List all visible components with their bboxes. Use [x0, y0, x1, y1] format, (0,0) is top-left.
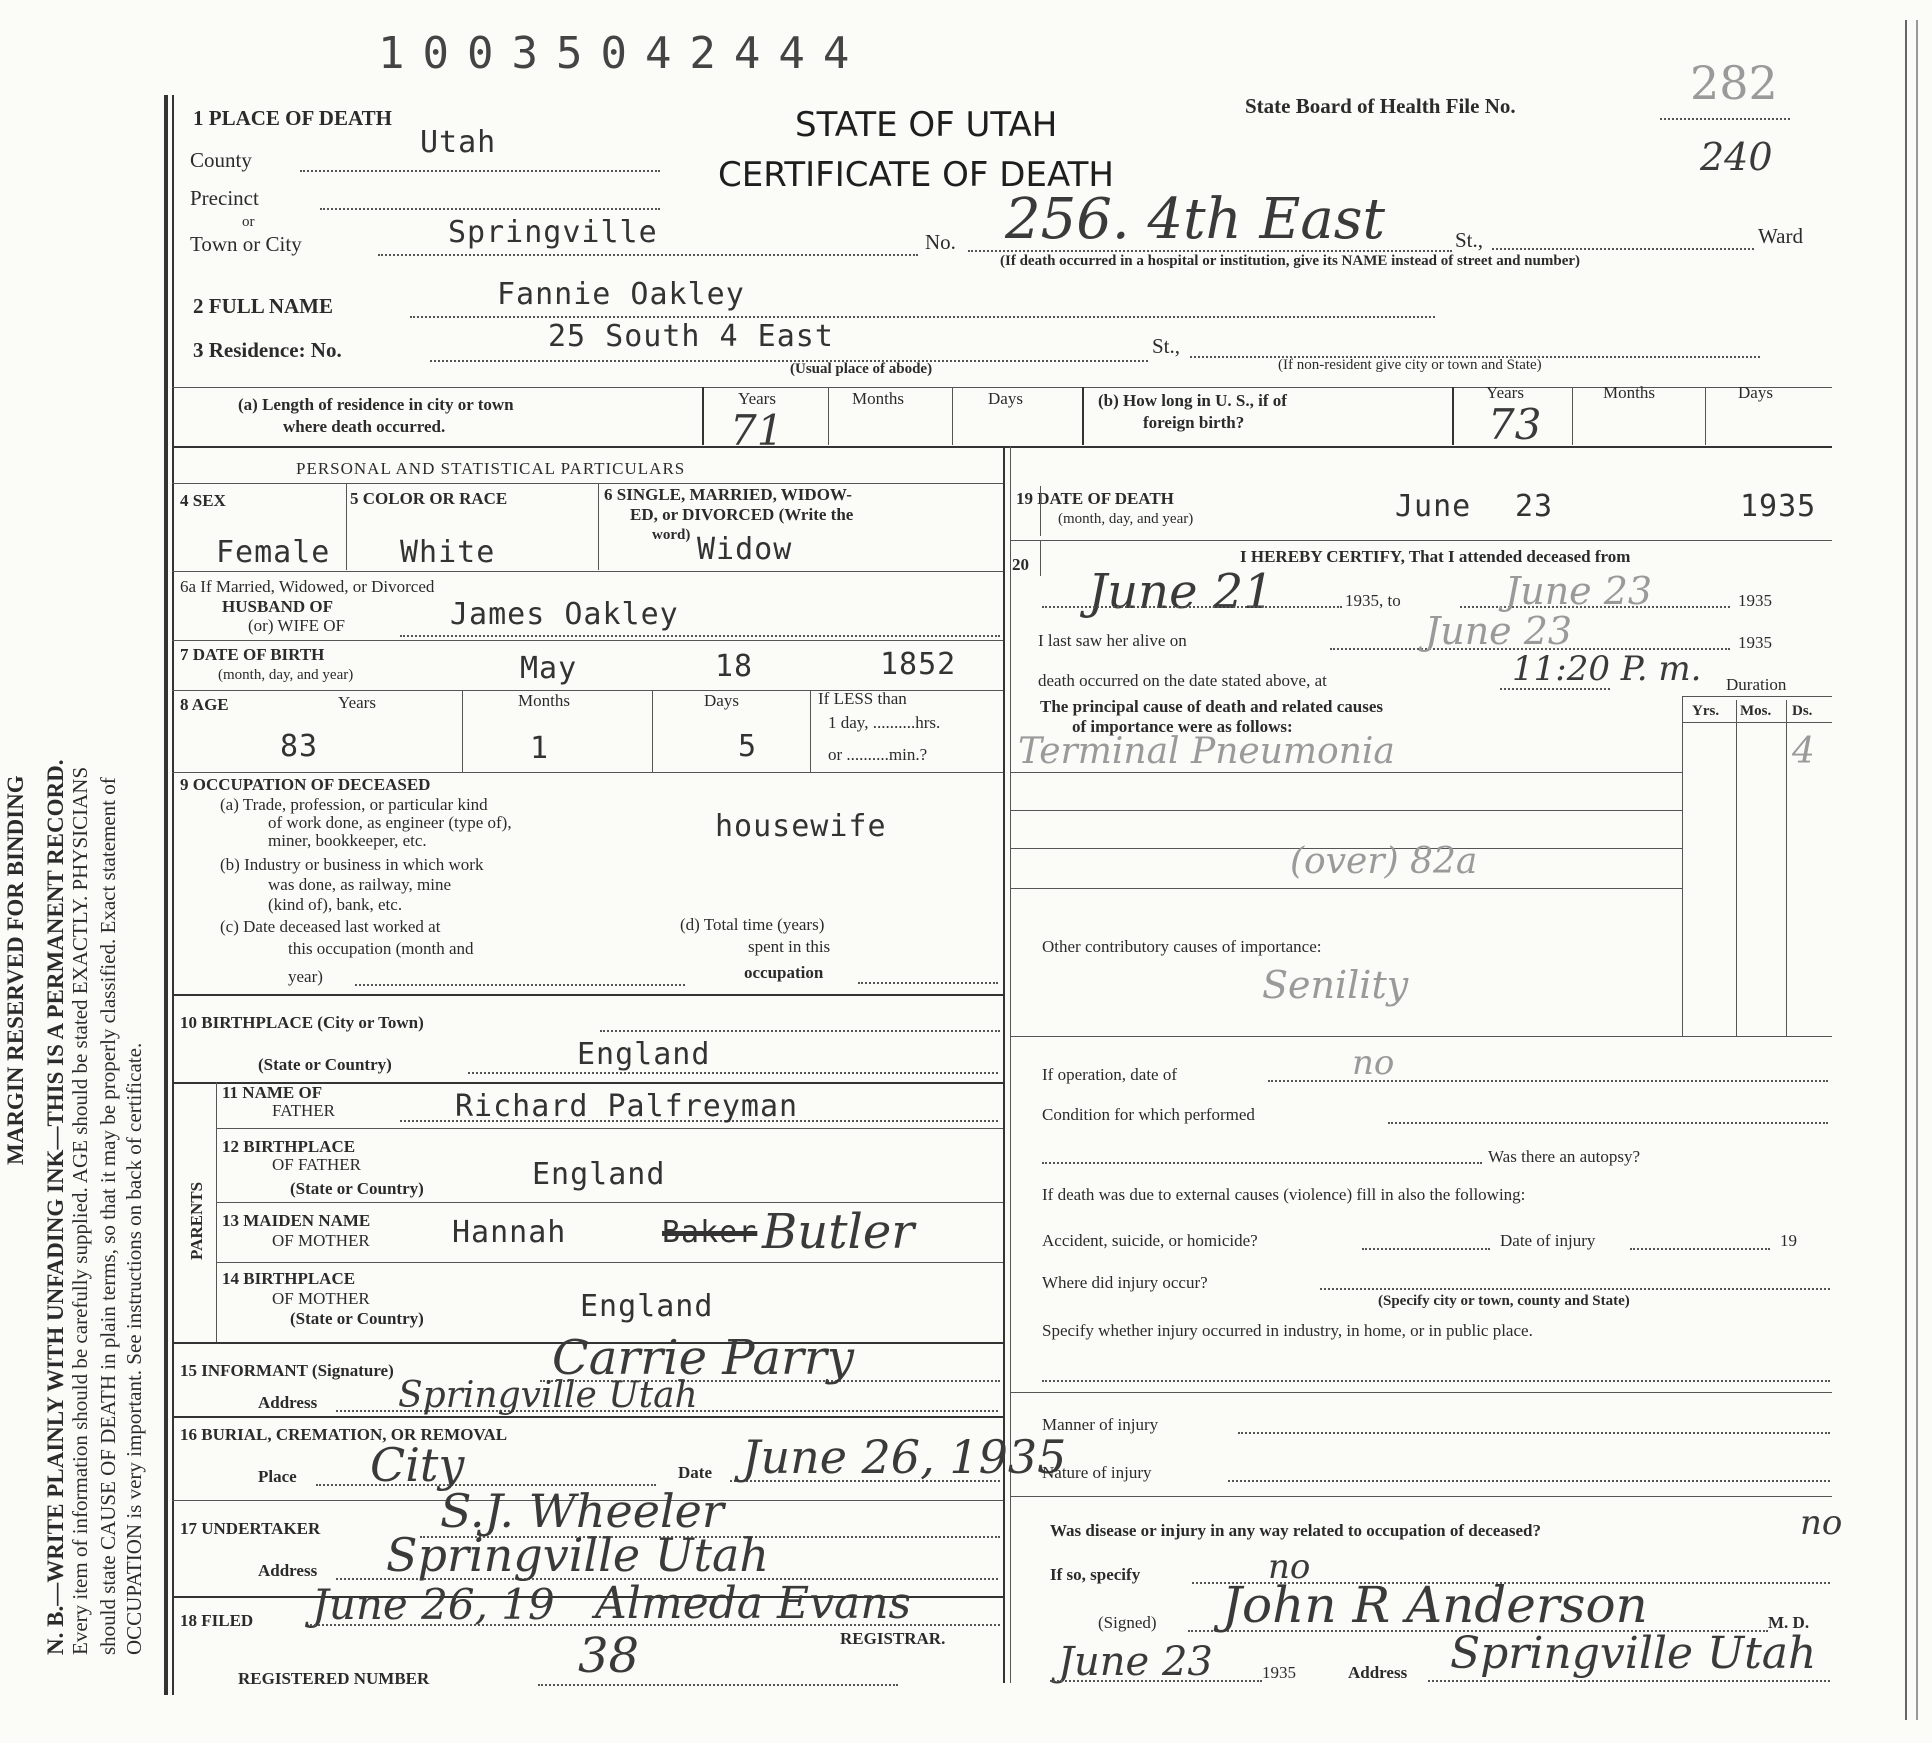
certify-number: 20: [1012, 555, 1029, 574]
color-value: White: [400, 535, 496, 570]
other-causes-label: Other contributory causes of importance:: [1042, 937, 1322, 956]
certificate-title: CERTIFICATE OF DEATH: [718, 155, 1114, 195]
us-years-header: Years: [1486, 383, 1524, 402]
specify-industry-label: Specify whether injury occurred in industry, in home, or in public place.: [1042, 1321, 1533, 1340]
stamp-number: 10035042444: [378, 28, 868, 79]
operation-label: If operation, date of: [1042, 1065, 1177, 1084]
occupation-b-3: (kind of), bank, etc.: [268, 895, 403, 914]
dob-year: 1852: [880, 647, 957, 682]
mother-birthplace-value: England: [580, 1289, 714, 1324]
occupation-related-label: Was disease or injury in any way related to occupation of deceased?: [1050, 1521, 1541, 1540]
sex-value: Female: [216, 535, 331, 570]
occupation-c-3: year): [288, 967, 323, 986]
hospital-note: (If death occurred in a hospital or institution, give its NAME instead of street and number): [1000, 253, 1581, 269]
street-value: 256. 4th East: [1005, 187, 1385, 252]
us-days-header: Days: [1738, 383, 1773, 402]
attended-from: June 21: [1088, 564, 1274, 620]
informant-address-label: Address: [258, 1393, 318, 1412]
occupation-b-2: was done, as railway, mine: [268, 875, 452, 894]
state-title: STATE OF UTAH: [795, 105, 1058, 145]
cause-days: 4: [1792, 731, 1815, 772]
years-header: Years: [738, 389, 776, 408]
attended-year: 1935: [1738, 591, 1772, 610]
residence-length-label-2: where death occurred.: [283, 417, 446, 436]
attended-to-label: 1935, to: [1345, 591, 1401, 610]
residence-label: 3 Residence: No.: [193, 338, 342, 362]
operation-value: no: [1352, 1043, 1395, 1083]
binding-margin-text: MARGIN RESERVED FOR BINDING: [3, 775, 28, 1165]
town-value: Springville: [448, 215, 658, 250]
age-years-value: 83: [280, 729, 319, 764]
husband-value: James Oakley: [450, 597, 679, 632]
physician-signature: John R Anderson: [1222, 1576, 1648, 1634]
margin-note-line-3: should state CAUSE OF DEATH in plain terms, so that it may be properly classified. Exact statement of: [96, 777, 120, 1655]
age-days-value: 5: [738, 729, 758, 764]
mother-name-handwritten: Butler: [762, 1204, 915, 1260]
mos-header: Mos.: [1740, 703, 1772, 719]
occupation-b-1: (b) Industry or business in which work: [220, 855, 484, 874]
other-causes-value: Senility: [1262, 963, 1409, 1007]
full-name-label: 2 FULL NAME: [193, 294, 334, 318]
manner-label: Manner of injury: [1042, 1415, 1159, 1434]
us-residence-label: (b) How long in U. S., if of: [1098, 391, 1287, 410]
us-residence-label-2: foreign birth?: [1143, 413, 1245, 432]
age-months-value: 1: [530, 731, 550, 766]
if-so-value: no: [1268, 1547, 1311, 1587]
dod-label-1: 19 DATE OF DEATH: [1016, 489, 1174, 508]
md-label: M. D.: [1768, 1613, 1810, 1632]
precinct-label: Precinct: [190, 186, 259, 210]
less-than-label-2: 1 day, ..........hrs.: [828, 713, 941, 732]
burial-place: City: [370, 1438, 465, 1492]
us-years-value: 73: [1488, 400, 1542, 449]
physician-address-label: Address: [1348, 1663, 1408, 1682]
husband-label-3: (or) WIFE OF: [248, 616, 345, 635]
mother-name-struck: Baker: [662, 1215, 758, 1250]
father-birthplace-label-1: 12 BIRTHPLACE: [222, 1137, 356, 1156]
father-birthplace-label-3: (State or Country): [290, 1179, 424, 1198]
burial-place-label: Place: [258, 1467, 297, 1486]
county-value: Utah: [420, 125, 497, 160]
birthplace-state-label: (State or Country): [258, 1055, 392, 1074]
less-than-label-1: If LESS than: [818, 689, 907, 708]
burial-label: 16 BURIAL, CREMATION, OR REMOVAL: [180, 1425, 508, 1444]
registered-number: 38: [578, 1628, 640, 1684]
death-time-label: death occurred on the date stated above, at: [1038, 671, 1327, 690]
dod-day: 23: [1515, 489, 1554, 524]
autopsy-label: Was there an autopsy?: [1488, 1147, 1641, 1166]
physician-address: Springville Utah: [1450, 1628, 1817, 1679]
occupation-value: housewife: [715, 809, 887, 844]
cause-label-1: The principal cause of death and related causes: [1040, 697, 1384, 716]
us-months-header: Months: [1603, 383, 1655, 402]
occupation-a-1: (a) Trade, profession, or particular kind: [220, 795, 488, 814]
duration-label: Duration: [1726, 675, 1787, 694]
father-name-label-1: 11 NAME OF: [222, 1083, 323, 1102]
yrs-header: Yrs.: [1692, 703, 1720, 719]
nature-label: Nature of injury: [1042, 1463, 1152, 1482]
color-label: 5 COLOR OR RACE: [350, 489, 508, 508]
ward-label: Ward: [1758, 224, 1803, 248]
dob-month: May: [520, 651, 578, 686]
informant-address: Springville Utah: [398, 1375, 698, 1416]
injury-date-label: Date of injury: [1500, 1231, 1596, 1250]
registrar-signature: Almeda Evans: [595, 1578, 912, 1629]
signed-year: 1935: [1262, 1663, 1296, 1682]
parents-label: PARENTS: [187, 1181, 206, 1260]
sex-label: 4 SEX: [180, 491, 226, 510]
occupation-label: 9 OCCUPATION OF DECEASED: [180, 775, 431, 794]
file-no-label: State Board of Health File No.: [1245, 94, 1516, 118]
age-years-label: Years: [338, 693, 376, 712]
occupation-related-value: no: [1800, 1503, 1843, 1543]
mother-birthplace-label-2: OF MOTHER: [272, 1289, 370, 1308]
usual-abode-note: (Usual place of abode): [790, 361, 933, 377]
husband-label-1: 6a If Married, Widowed, or Divorced: [180, 577, 435, 596]
attended-to: June 23: [1505, 569, 1653, 613]
less-than-label-3: or ..........min.?: [828, 745, 928, 764]
nonresident-note: (If non-resident give city or town and State): [1278, 357, 1542, 373]
death-time: 11:20 P. m.: [1512, 649, 1702, 689]
last-saw-label: I last saw her alive on: [1038, 631, 1187, 650]
signed-date: June 23: [1058, 1639, 1213, 1685]
informant-label: 15 INFORMANT (Signature): [180, 1361, 394, 1380]
father-name-value: Richard Palfreyman: [455, 1089, 799, 1124]
filed-label: 18 FILED: [180, 1611, 254, 1630]
personal-heading: PERSONAL AND STATISTICAL PARTICULARS: [296, 459, 686, 478]
husband-label-2: HUSBAND OF: [222, 597, 333, 616]
where-injury-label: Where did injury occur?: [1042, 1273, 1208, 1292]
residence-value: 25 South 4 East: [548, 319, 834, 354]
town-label: Town or City: [190, 232, 302, 256]
undertaker-address-label: Address: [258, 1561, 318, 1580]
age-label: 8 AGE: [180, 695, 229, 714]
margin-note-line-1: N. B.—WRITE PLAINLY WITH UNFADING INK—THIS IS A PERMANENT RECORD.: [43, 759, 68, 1655]
dob-label-1: 7 DATE OF BIRTH: [180, 645, 325, 664]
street-no-label: No.: [925, 230, 956, 254]
place-of-death-label: 1 PLACE OF DEATH: [193, 106, 392, 130]
mother-name-label-1: 13 MAIDEN NAME: [222, 1211, 371, 1230]
if-so-label: If so, specify: [1050, 1565, 1141, 1584]
full-name-value: Fannie Oakley: [497, 277, 745, 312]
dod-label-2: (month, day, and year): [1058, 511, 1194, 527]
mother-name-label-2: OF MOTHER: [272, 1231, 370, 1250]
ds-header: Ds.: [1792, 703, 1813, 719]
cause-value: Terminal Pneumonia: [1018, 731, 1395, 772]
specify-city-note: (Specify city or town, county and State): [1378, 1293, 1630, 1309]
age-days-label: Days: [704, 691, 739, 710]
certify-label: I HEREBY CERTIFY, That I attended deceased from: [1240, 547, 1631, 566]
father-name-label-2: FATHER: [272, 1101, 335, 1120]
last-saw-date: June 23: [1425, 609, 1573, 653]
injury-year: 19: [1780, 1231, 1797, 1250]
mother-name-value: Hannah: [452, 1215, 567, 1250]
registered-number-label: REGISTERED NUMBER: [238, 1669, 430, 1688]
st-label: St.,: [1455, 228, 1484, 252]
file-number: 282: [1690, 56, 1778, 110]
file-number-alt: 240: [1700, 135, 1773, 179]
occupation-a-3: miner, bookkeeper, etc.: [268, 831, 427, 850]
undertaker-label: 17 UNDERTAKER: [180, 1519, 321, 1538]
condition-label: Condition for which performed: [1042, 1105, 1255, 1124]
occupation-c-1: (c) Date deceased last worked at: [220, 917, 441, 936]
occupation-d-2: spent in this: [748, 937, 831, 956]
occupation-c-2: this occupation (month and: [288, 939, 474, 958]
margin-note-line-4: OCCUPATION is very important. See instructions on back of certificate.: [122, 1042, 146, 1655]
residence-years-value: 71: [730, 406, 784, 455]
signed-label: (Signed): [1098, 1613, 1157, 1632]
birthplace-label: 10 BIRTHPLACE (City or Town): [180, 1013, 424, 1032]
margin-note-line-2: Every item of information should be carefully supplied. AGE should be stated EXACTLY. PHYSICIANS: [68, 766, 92, 1655]
dob-label-2: (month, day, and year): [218, 667, 354, 683]
dod-month: June: [1395, 489, 1472, 524]
last-saw-year: 1935: [1738, 633, 1772, 652]
occupation-a-2: of work done, as engineer (type of),: [268, 813, 512, 832]
burial-date-label: Date: [678, 1463, 712, 1482]
undertaker-address: Springville Utah: [386, 1528, 770, 1582]
undertaker-name: S.J. Wheeler: [440, 1484, 724, 1538]
residence-st-label: St.,: [1152, 334, 1181, 358]
mother-birthplace-label-1: 14 BIRTHPLACE: [222, 1269, 356, 1288]
marital-label-2: ED, or DIVORCED (Write the: [630, 505, 854, 524]
informant-signature: Carrie Parry: [552, 1330, 855, 1386]
months-header: Months: [852, 389, 904, 408]
cause-label-2: of importance were as follows:: [1072, 717, 1293, 736]
residence-length-label: (a) Length of residence in city or town: [238, 395, 514, 414]
registrar-label: REGISTRAR.: [840, 1629, 946, 1648]
over-note: (over) 82a: [1290, 841, 1478, 882]
occupation-d-1: (d) Total time (years): [680, 915, 825, 934]
dod-year: 1935: [1740, 489, 1817, 524]
dob-day: 18: [715, 649, 754, 684]
father-birthplace-value: England: [532, 1157, 666, 1192]
mother-birthplace-label-3: (State or Country): [290, 1309, 424, 1328]
marital-label-3: word): [652, 527, 691, 543]
days-header: Days: [988, 389, 1023, 408]
burial-date: June 26, 1935: [742, 1430, 1067, 1484]
occupation-d-3: occupation: [744, 963, 824, 982]
birthplace-value: England: [577, 1037, 711, 1072]
marital-value: Widow: [697, 532, 793, 567]
or-label: or: [242, 214, 255, 230]
county-label: County: [190, 148, 252, 172]
external-causes-label: If death was due to external causes (violence) fill in also the following:: [1042, 1185, 1526, 1204]
father-birthplace-label-2: OF FATHER: [272, 1155, 361, 1174]
accident-label: Accident, suicide, or homicide?: [1042, 1231, 1258, 1250]
age-months-label: Months: [518, 691, 570, 710]
filed-date: June 26, 19: [312, 1580, 555, 1629]
marital-label-1: 6 SINGLE, MARRIED, WIDOW-: [604, 485, 852, 504]
